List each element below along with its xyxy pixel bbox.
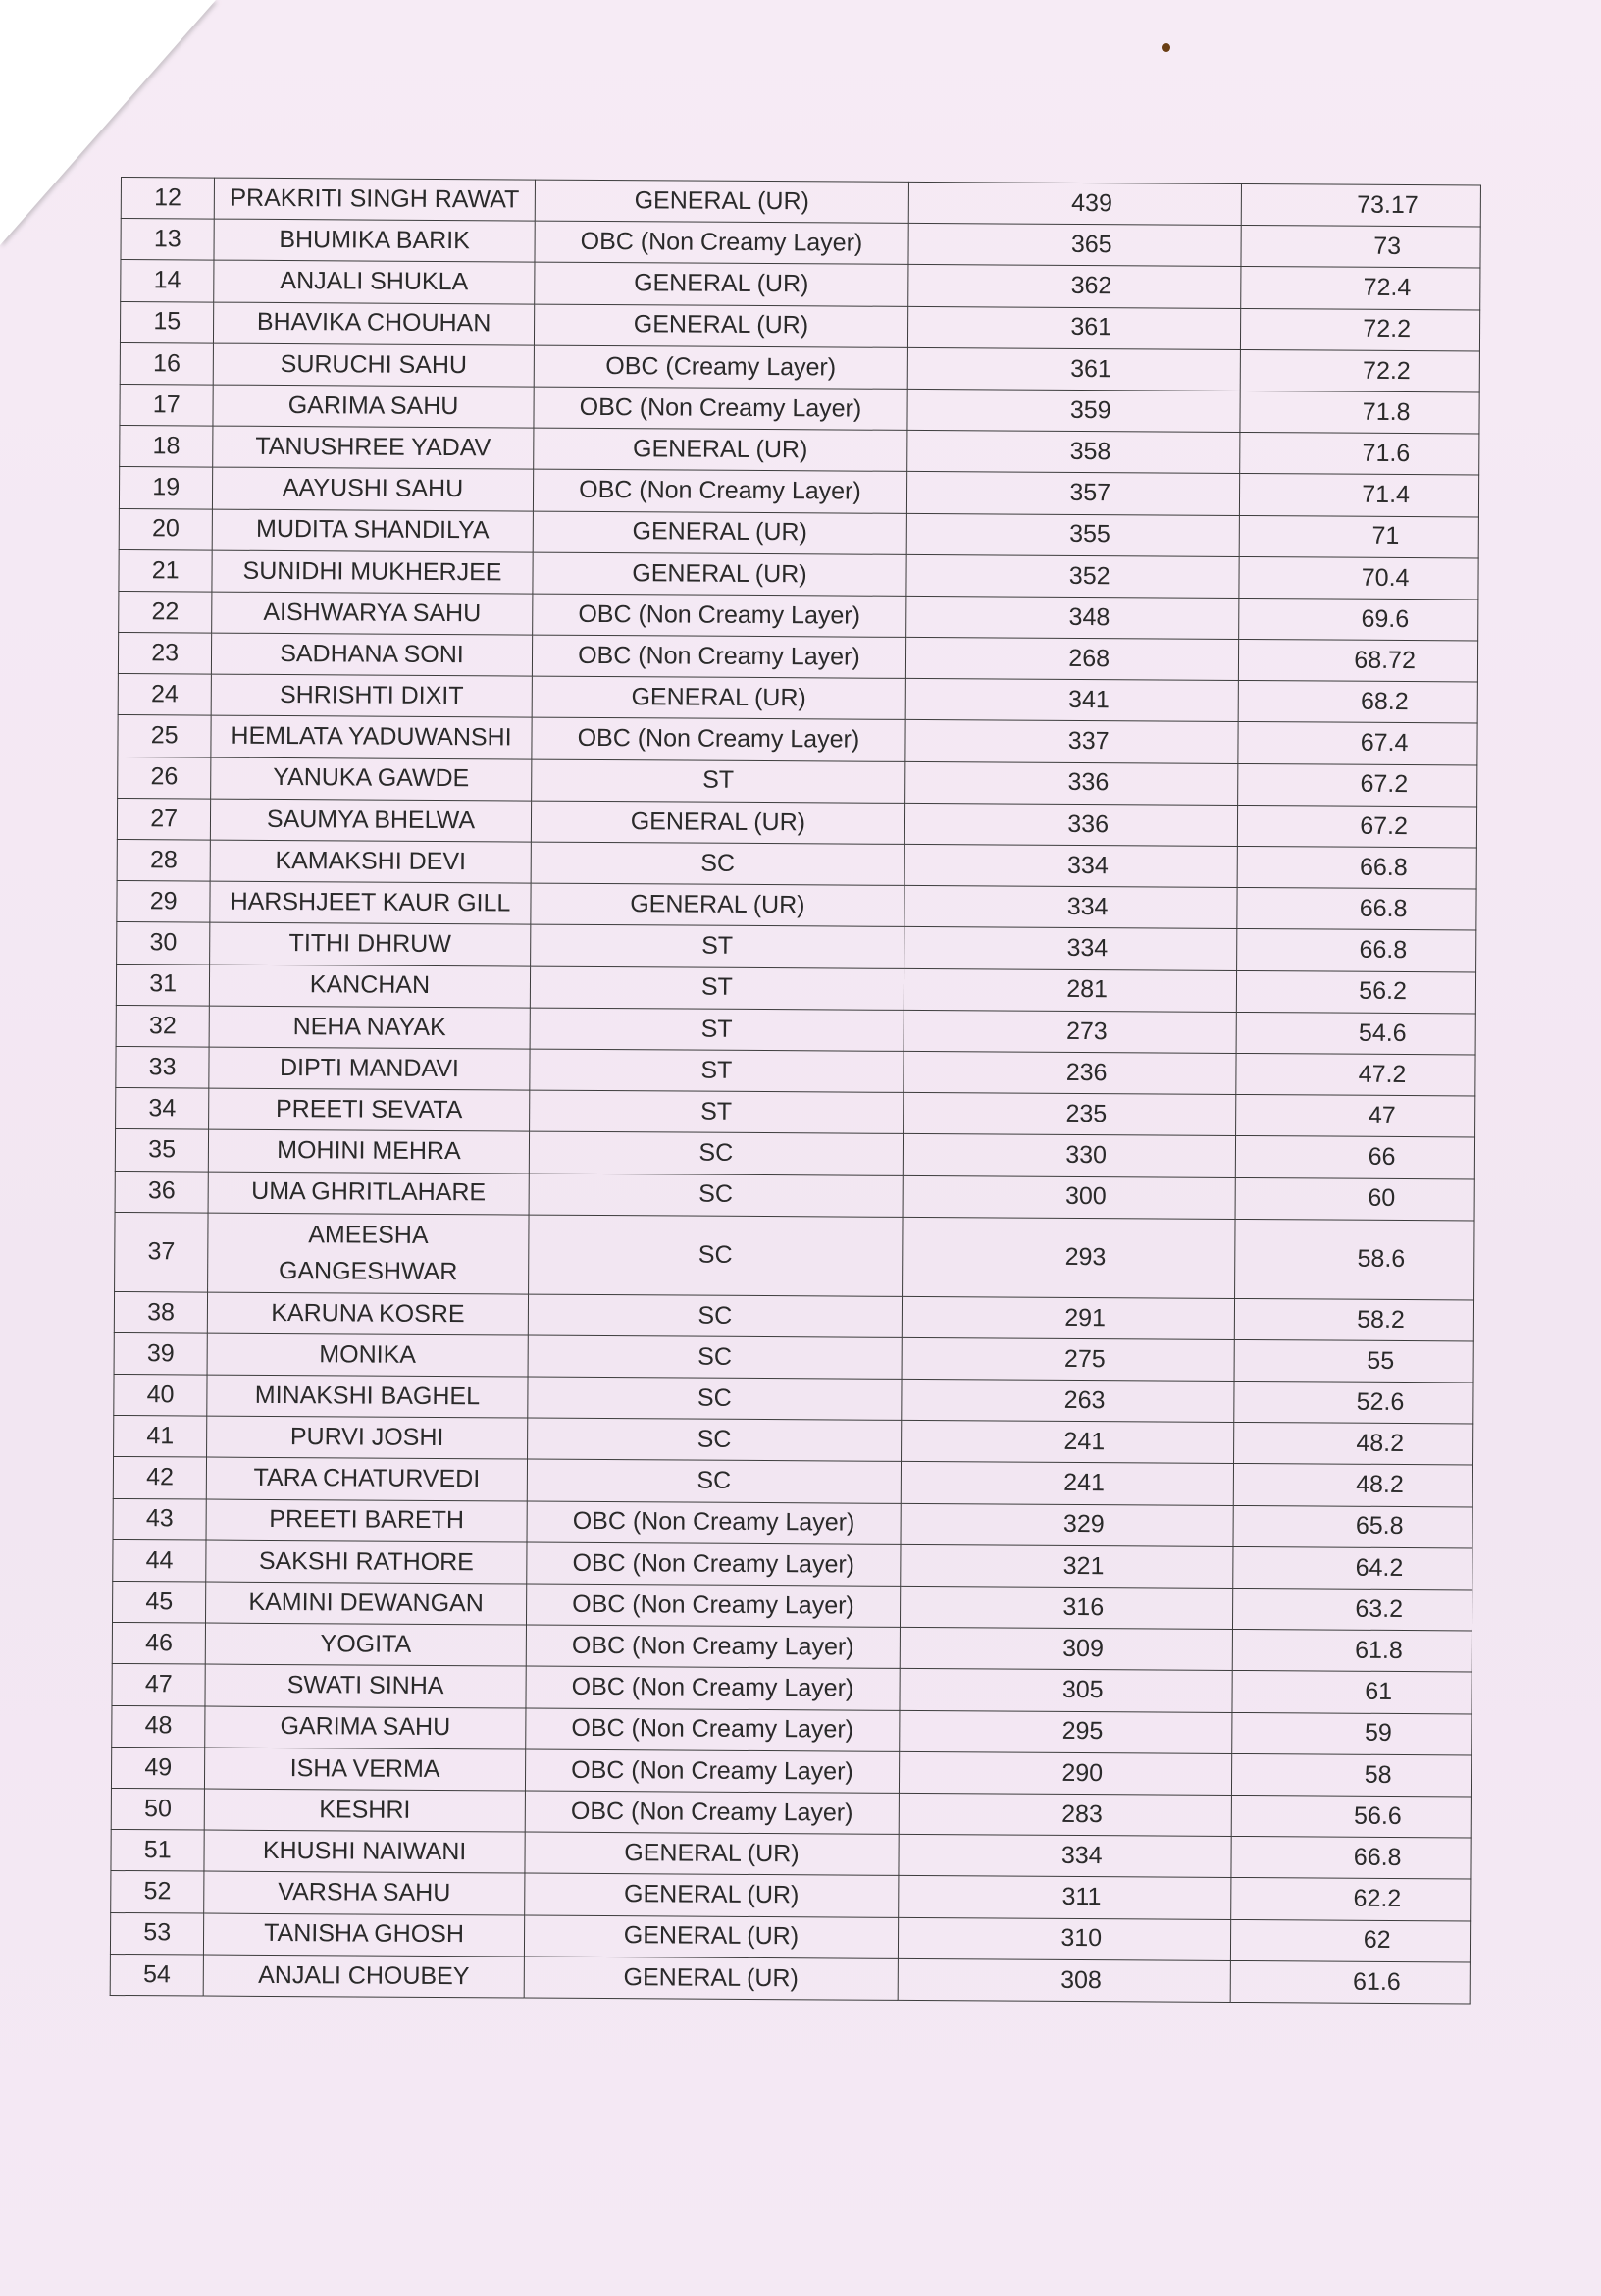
- candidate-name-cell: SURUCHI SAHU: [214, 343, 535, 387]
- category-cell: SC: [528, 1294, 903, 1338]
- marks-cell: 334: [904, 844, 1237, 887]
- candidate-name-cell: ISHA VERMA: [205, 1748, 526, 1791]
- candidate-name-cell: PURVI JOSHI: [207, 1416, 528, 1459]
- category-cell: SC: [528, 1335, 903, 1380]
- percentage-cell: 66.8: [1237, 929, 1476, 972]
- category-cell: OBC (Non Creamy Layer): [534, 387, 908, 431]
- category-cell: GENERAL (UR): [524, 1873, 899, 1917]
- candidate-name-cell: SWATI SINHA: [205, 1664, 526, 1707]
- percentage-cell: 67.2: [1238, 763, 1477, 807]
- percentage-cell: 58.6: [1235, 1219, 1474, 1299]
- marks-cell: 236: [904, 1051, 1236, 1094]
- serial-number-cell: 30: [117, 922, 211, 965]
- percentage-cell: 60: [1235, 1177, 1474, 1221]
- category-cell: OBC (Non Creamy Layer): [533, 469, 907, 513]
- marks-cell: 362: [908, 265, 1241, 308]
- marks-cell: 336: [905, 761, 1238, 805]
- serial-number-cell: 48: [112, 1705, 206, 1748]
- serial-number-cell: 14: [121, 260, 215, 302]
- serial-number-cell: 29: [117, 881, 211, 923]
- serial-number-cell: 37: [115, 1212, 209, 1292]
- percentage-cell: 65.8: [1233, 1505, 1472, 1548]
- marks-cell: 305: [900, 1669, 1232, 1712]
- percentage-cell: 66.8: [1237, 846, 1476, 889]
- category-cell: SC: [527, 1418, 902, 1462]
- marks-cell: 337: [905, 720, 1238, 763]
- percentage-cell: 61: [1232, 1671, 1472, 1714]
- percentage-cell: 67.4: [1238, 722, 1477, 765]
- category-cell: GENERAL (UR): [534, 262, 908, 306]
- candidate-name-cell: MUDITA SHANDILYA: [213, 509, 534, 552]
- percentage-cell: 68.72: [1239, 640, 1478, 683]
- marks-cell: 241: [901, 1462, 1233, 1505]
- marks-cell: 263: [902, 1379, 1234, 1422]
- percentage-cell: 71.8: [1240, 391, 1479, 434]
- marks-cell: 291: [902, 1296, 1234, 1339]
- percentage-cell: 66.8: [1237, 888, 1476, 931]
- serial-number-cell: 54: [110, 1954, 204, 1996]
- candidate-name-cell: KAMINI DEWANGAN: [206, 1582, 527, 1625]
- percentage-cell: 55: [1234, 1339, 1473, 1383]
- category-cell: GENERAL (UR): [533, 552, 907, 597]
- percentage-cell: 62: [1231, 1919, 1471, 1962]
- marks-cell: 341: [905, 679, 1238, 722]
- candidate-name-cell: BHAVIKA CHOUHAN: [214, 302, 535, 345]
- serial-number-cell: 45: [112, 1581, 206, 1623]
- category-cell: GENERAL (UR): [524, 1957, 899, 2001]
- candidate-name-cell: TANUSHREE YADAV: [213, 426, 534, 469]
- percentage-cell: 47: [1236, 1095, 1475, 1138]
- serial-number-cell: 49: [111, 1747, 205, 1789]
- serial-number-cell: 16: [120, 342, 214, 385]
- category-cell: GENERAL (UR): [524, 1915, 899, 1959]
- serial-number-cell: 25: [118, 715, 212, 757]
- category-cell: OBC (Non Creamy Layer): [525, 1708, 900, 1752]
- percentage-cell: 72.2: [1241, 308, 1480, 351]
- candidate-name-cell: HEMLATA YADUWANSHI: [211, 716, 532, 759]
- candidate-name-cell: VARSHA SAHU: [204, 1871, 525, 1914]
- candidate-name-cell: KESHRI: [205, 1789, 526, 1832]
- candidate-name-cell: TITHI DHRUW: [210, 922, 531, 965]
- percentage-cell: 66: [1236, 1136, 1475, 1179]
- category-cell: GENERAL (UR): [533, 428, 907, 472]
- table-row: [115, 1212, 1474, 1299]
- category-cell: ST: [531, 759, 905, 804]
- marks-cell: 359: [907, 389, 1240, 432]
- category-cell: OBC (Creamy Layer): [534, 345, 908, 390]
- marks-cell: 293: [903, 1217, 1236, 1298]
- serial-number-cell: 34: [116, 1088, 210, 1130]
- category-cell: OBC (Non Creamy Layer): [525, 1791, 900, 1835]
- percentage-cell: 59: [1232, 1712, 1472, 1755]
- candidate-name-cell: SADHANA SONI: [212, 633, 533, 676]
- candidate-name-cell: KARUNA KOSRE: [208, 1292, 529, 1335]
- serial-number-cell: 32: [116, 1005, 210, 1047]
- percentage-cell: 73.17: [1241, 183, 1480, 227]
- category-cell: GENERAL (UR): [531, 801, 905, 845]
- category-cell: ST: [530, 1008, 904, 1052]
- candidate-name-cell: KHUSHI NAIWANI: [204, 1830, 525, 1873]
- serial-number-cell: 26: [118, 757, 212, 799]
- marks-cell: 295: [900, 1710, 1232, 1753]
- candidate-name-cell: TANISHA GHOSH: [204, 1913, 525, 1957]
- category-cell: SC: [527, 1377, 902, 1421]
- candidate-name-cell: YANUKA GAWDE: [211, 757, 532, 801]
- merit-list-table: [110, 177, 1481, 2004]
- category-cell: OBC (Non Creamy Layer): [535, 221, 909, 265]
- candidate-name-cell: PRAKRITI SINGH RAWAT: [215, 178, 536, 221]
- marks-cell: 310: [899, 1917, 1231, 1960]
- serial-number-cell: 51: [111, 1830, 205, 1872]
- category-cell: SC: [527, 1459, 902, 1503]
- marks-cell: 361: [907, 347, 1240, 391]
- category-cell: OBC (Non Creamy Layer): [532, 718, 906, 762]
- candidate-name-cell: SAKSHI RATHORE: [206, 1540, 527, 1584]
- category-cell: OBC (Non Creamy Layer): [526, 1625, 901, 1669]
- category-cell: SC: [531, 842, 905, 886]
- serial-number-cell: 19: [119, 467, 213, 509]
- candidate-name-cell: DIPTI MANDAVI: [209, 1047, 530, 1090]
- percentage-cell: 48.2: [1234, 1423, 1473, 1466]
- category-cell: GENERAL (UR): [532, 676, 906, 720]
- serial-number-cell: 17: [120, 384, 214, 426]
- percentage-cell: 64.2: [1233, 1546, 1472, 1590]
- serial-number-cell: 53: [110, 1912, 204, 1955]
- percentage-cell: 58.2: [1235, 1298, 1474, 1341]
- name-second-line: GANGESHWAR: [278, 1256, 458, 1285]
- serial-number-cell: 21: [119, 549, 213, 592]
- category-cell: ST: [529, 1049, 904, 1093]
- marks-cell: 321: [901, 1544, 1233, 1588]
- percentage-cell: 58: [1232, 1753, 1472, 1797]
- marks-cell: 336: [904, 803, 1237, 846]
- marks-cell: 365: [908, 224, 1241, 267]
- category-cell: SC: [529, 1131, 904, 1175]
- category-cell: OBC (Non Creamy Layer): [526, 1666, 901, 1710]
- candidate-name-cell: AAYUSHI SAHU: [213, 467, 534, 510]
- marks-cell: 361: [908, 306, 1241, 349]
- candidate-name-cell: GARIMA SAHU: [205, 1706, 526, 1749]
- candidate-name-cell: SUNIDHI MUKHERJEE: [212, 550, 533, 594]
- candidate-name-cell: TARA CHATURVEDI: [207, 1457, 528, 1500]
- marks-cell: 357: [907, 472, 1240, 515]
- marks-cell: 348: [906, 596, 1239, 639]
- serial-number-cell: 31: [116, 964, 210, 1006]
- percentage-cell: 71.4: [1240, 474, 1479, 517]
- serial-number-cell: 44: [113, 1539, 207, 1582]
- category-cell: ST: [530, 966, 904, 1011]
- candidate-name-cell: MONIKA: [207, 1333, 528, 1377]
- serial-number-cell: 47: [112, 1664, 206, 1706]
- candidate-name-cell: UMA GHRITLAHARE: [208, 1172, 529, 1215]
- marks-cell: 334: [904, 927, 1237, 970]
- marks-cell: 268: [906, 637, 1239, 680]
- candidate-name-cell: HARSHJEET KAUR GILL: [210, 881, 531, 924]
- marks-cell: 273: [904, 1010, 1236, 1053]
- marks-cell: 329: [901, 1503, 1233, 1546]
- percentage-cell: 56.6: [1231, 1795, 1471, 1838]
- percentage-cell: 52.6: [1234, 1382, 1473, 1425]
- serial-number-cell: 13: [121, 219, 215, 261]
- serial-number-cell: 22: [119, 591, 213, 633]
- category-cell: OBC (Non Creamy Layer): [532, 594, 906, 638]
- category-cell: ST: [529, 1090, 904, 1134]
- serial-number-cell: 27: [117, 798, 211, 840]
- serial-number-cell: 43: [113, 1498, 207, 1540]
- serial-number-cell: 24: [118, 674, 212, 716]
- candidate-name-cell: KAMAKSHI DEVI: [210, 840, 531, 883]
- ink-spot: [1162, 43, 1170, 52]
- candidate-name-cell: AISHWARYA SAHU: [212, 592, 533, 635]
- candidate-name-cell: KANCHAN: [210, 965, 531, 1008]
- serial-number-cell: 46: [112, 1623, 206, 1665]
- marks-cell: 316: [901, 1586, 1233, 1629]
- category-cell: GENERAL (UR): [535, 180, 909, 224]
- percentage-cell: 71: [1239, 515, 1478, 558]
- marks-cell: 355: [906, 513, 1239, 556]
- percentage-cell: 72.2: [1240, 349, 1479, 392]
- category-cell: SC: [529, 1174, 904, 1218]
- table-row: [110, 1954, 1470, 2004]
- percentage-cell: 68.2: [1238, 681, 1477, 724]
- category-cell: OBC (Non Creamy Layer): [532, 635, 906, 679]
- marks-cell: 281: [904, 968, 1236, 1012]
- serial-number-cell: 28: [117, 839, 211, 881]
- percentage-cell: 56.2: [1237, 970, 1476, 1014]
- serial-number-cell: 23: [118, 633, 212, 675]
- percentage-cell: 70.4: [1239, 556, 1478, 600]
- candidate-name-cell: NEHA NAYAK: [209, 1006, 530, 1049]
- percentage-cell: 71.6: [1240, 433, 1479, 476]
- marks-cell: 275: [902, 1337, 1234, 1381]
- percentage-cell: 66.8: [1231, 1837, 1471, 1880]
- marks-cell: 352: [906, 554, 1239, 598]
- marks-cell: 439: [908, 182, 1241, 225]
- serial-number-cell: 39: [114, 1332, 208, 1375]
- marks-cell: 330: [903, 1134, 1235, 1177]
- marks-cell: 300: [903, 1175, 1235, 1219]
- candidate-name-cell: MOHINI MEHRA: [209, 1129, 530, 1173]
- candidate-name-cell: GARIMA SAHU: [213, 385, 534, 428]
- serial-number-cell: 20: [119, 508, 213, 550]
- marks-cell: 283: [899, 1793, 1231, 1836]
- percentage-cell: 62.2: [1231, 1878, 1471, 1921]
- percentage-cell: 69.6: [1239, 598, 1478, 641]
- serial-number-cell: 36: [115, 1171, 209, 1213]
- candidate-name-cell: PREETI SEVATA: [209, 1088, 530, 1131]
- percentage-cell: 63.2: [1233, 1588, 1472, 1631]
- candidate-name-cell: ANJALI SHUKLA: [214, 260, 535, 303]
- candidate-name-cell: [208, 1213, 529, 1294]
- percentage-cell: 47.2: [1236, 1053, 1475, 1096]
- percentage-cell: 61.8: [1232, 1630, 1472, 1673]
- candidate-name-cell: YOGITA: [206, 1623, 527, 1666]
- marks-cell: 309: [900, 1628, 1232, 1671]
- category-cell: GENERAL (UR): [533, 511, 907, 555]
- serial-number-cell: 38: [114, 1291, 208, 1333]
- percentage-cell: 61.6: [1230, 1960, 1470, 2004]
- category-cell: OBC (Non Creamy Layer): [527, 1501, 902, 1545]
- percentage-cell: 48.2: [1233, 1464, 1472, 1507]
- serial-number-cell: 18: [120, 426, 214, 468]
- category-cell: OBC (Non Creamy Layer): [526, 1584, 901, 1628]
- marks-cell: 308: [898, 1958, 1230, 2002]
- category-cell: GENERAL (UR): [531, 883, 905, 927]
- serial-number-cell: 50: [111, 1788, 205, 1830]
- candidate-name-cell: MINAKSHI BAGHEL: [207, 1375, 528, 1418]
- marks-cell: 358: [907, 431, 1240, 474]
- category-cell: SC: [528, 1215, 903, 1296]
- serial-number-cell: 33: [116, 1046, 210, 1088]
- marks-cell: 334: [899, 1835, 1231, 1878]
- serial-number-cell: 15: [120, 301, 214, 343]
- serial-number-cell: 42: [113, 1457, 207, 1499]
- marks-cell: 235: [904, 1093, 1236, 1136]
- serial-number-cell: 40: [114, 1375, 208, 1417]
- category-cell: ST: [530, 924, 904, 968]
- name-first-line: AMEESHA: [308, 1221, 429, 1250]
- candidate-name-cell: SAUMYA BHELWA: [211, 799, 532, 842]
- category-cell: GENERAL (UR): [525, 1832, 900, 1876]
- percentage-cell: 67.2: [1238, 805, 1477, 848]
- percentage-cell: 73: [1241, 226, 1480, 269]
- marks-cell: 311: [899, 1876, 1231, 1919]
- percentage-cell: 72.4: [1241, 267, 1480, 310]
- marks-cell: 241: [902, 1421, 1234, 1464]
- category-cell: OBC (Non Creamy Layer): [525, 1749, 900, 1794]
- category-cell: OBC (Non Creamy Layer): [526, 1542, 901, 1587]
- serial-number-cell: 41: [114, 1416, 208, 1458]
- candidate-name-cell: SHRISHTI DIXIT: [212, 674, 533, 717]
- candidate-name-cell: BHUMIKA BARIK: [214, 219, 535, 262]
- serial-number-cell: 52: [111, 1871, 205, 1913]
- table-body: [110, 178, 1480, 2004]
- candidate-name-cell: PREETI BARETH: [206, 1499, 527, 1542]
- category-cell: GENERAL (UR): [534, 304, 908, 348]
- serial-number-cell: 12: [121, 178, 215, 220]
- percentage-cell: 54.6: [1236, 1012, 1475, 1055]
- marks-cell: 290: [900, 1751, 1232, 1795]
- marks-cell: 334: [904, 886, 1237, 929]
- candidate-name-cell: ANJALI CHOUBEY: [204, 1955, 525, 1998]
- serial-number-cell: 35: [115, 1129, 209, 1172]
